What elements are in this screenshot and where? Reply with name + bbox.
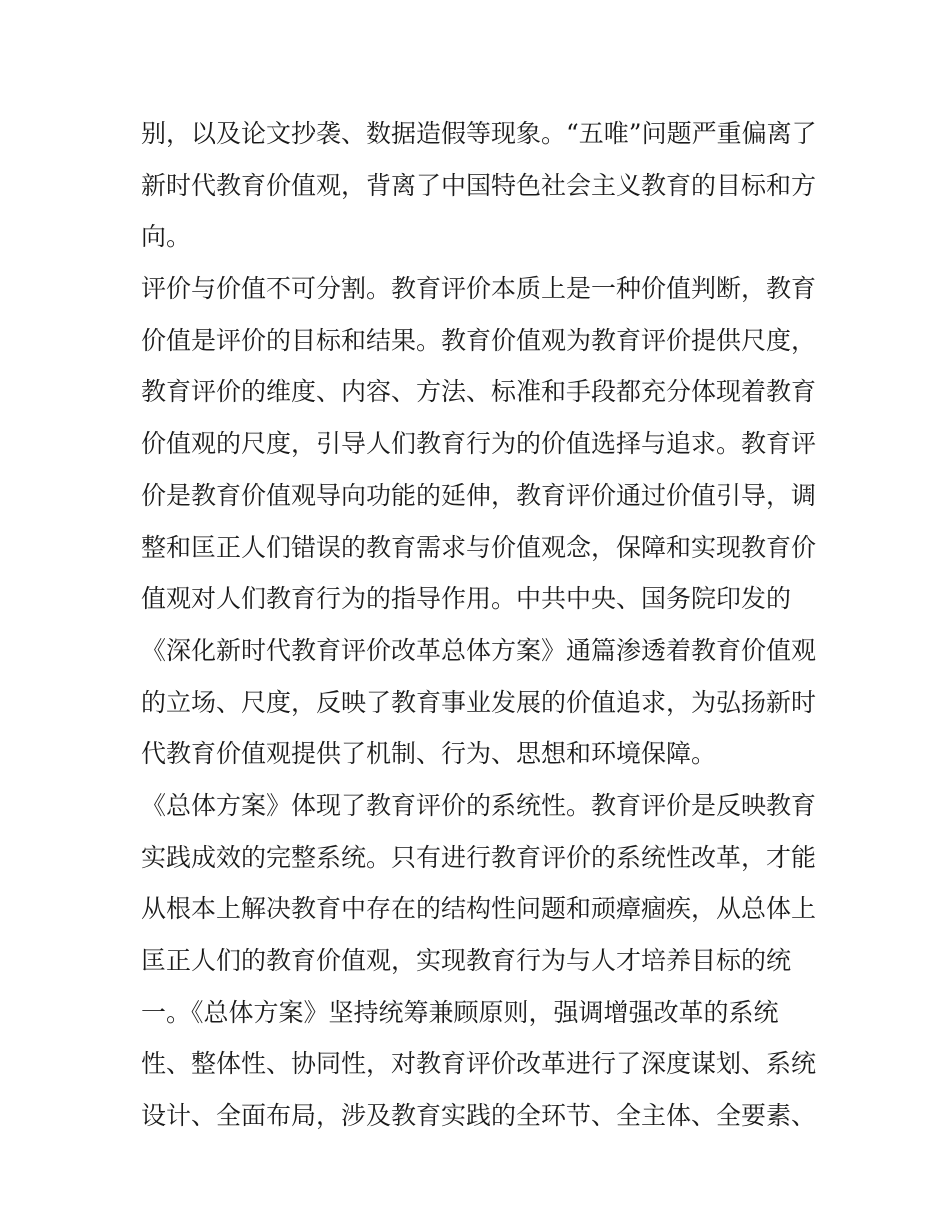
text-line-12: 的立场、尺度，反映了教育事业发展的价值追求，为弘扬新时 — [141, 687, 817, 717]
text-line-17: 匡正人们的教育价值观，实现教育行为与人才培养目标的统 — [141, 946, 792, 975]
text-line-19: 性、整体性、协同性，对教育评价改革进行了深度谋划、系统 — [141, 1049, 817, 1079]
text-line-9: 整和匡正人们错误的教育需求与价值观念，保障和实现教育价 — [141, 532, 817, 562]
text-line-8: 价是教育价值观导向功能的延伸，教育评价通过价值引导，调 — [141, 480, 817, 510]
document-body — [141, 108, 817, 1142]
text-line-10: 值观对人们教育行为的指导作用。中共中央、国务院印发的 — [141, 584, 792, 614]
text-line-7: 价值观的尺度，引导人们教育行为的价值选择与追求。教育评 — [141, 429, 817, 459]
text-line-3: 向。 — [141, 222, 192, 252]
text-line-1: 别，以及论文抄袭、数据造假等现象。“五唯”问题严重偏离了 — [141, 119, 817, 148]
text-line-4: 评价与价值不可分割。教育评价本质上是一种价值判断，教育 — [141, 274, 817, 304]
text-line-15: 实践成效的完整系统。只有进行教育评价的系统性改革，才能 — [141, 842, 817, 872]
text-line-20: 设计、全面布局，涉及教育实践的全环节、全主体、全要素、 — [141, 1101, 817, 1131]
text-line-16: 从根本上解决教育中存在的结构性问题和顽瘴痼疾，从总体上 — [141, 894, 817, 924]
text-line-14: 《总体方案》体现了教育评价的系统性。教育评价是反映教育 — [141, 790, 817, 820]
text-line-13: 代教育价值观提供了机制、行为、思想和环境保障。 — [141, 739, 717, 769]
text-line-6: 教育评价的维度、内容、方法、标准和手段都充分体现着教育 — [141, 377, 817, 407]
text-line-11: 《深化新时代教育评价改革总体方案》通篇渗透着教育价值观 — [141, 635, 817, 665]
text-line-2: 新时代教育价值观，背离了中国特色社会主义教育的目标和方 — [141, 170, 817, 200]
text-line-18: 一。《总体方案》坚持统筹兼顾原则，强调增强改革的系统 — [141, 997, 779, 1027]
text-line-5: 价值是评价的目标和结果。教育价值观为教育评价提供尺度， — [141, 325, 817, 355]
